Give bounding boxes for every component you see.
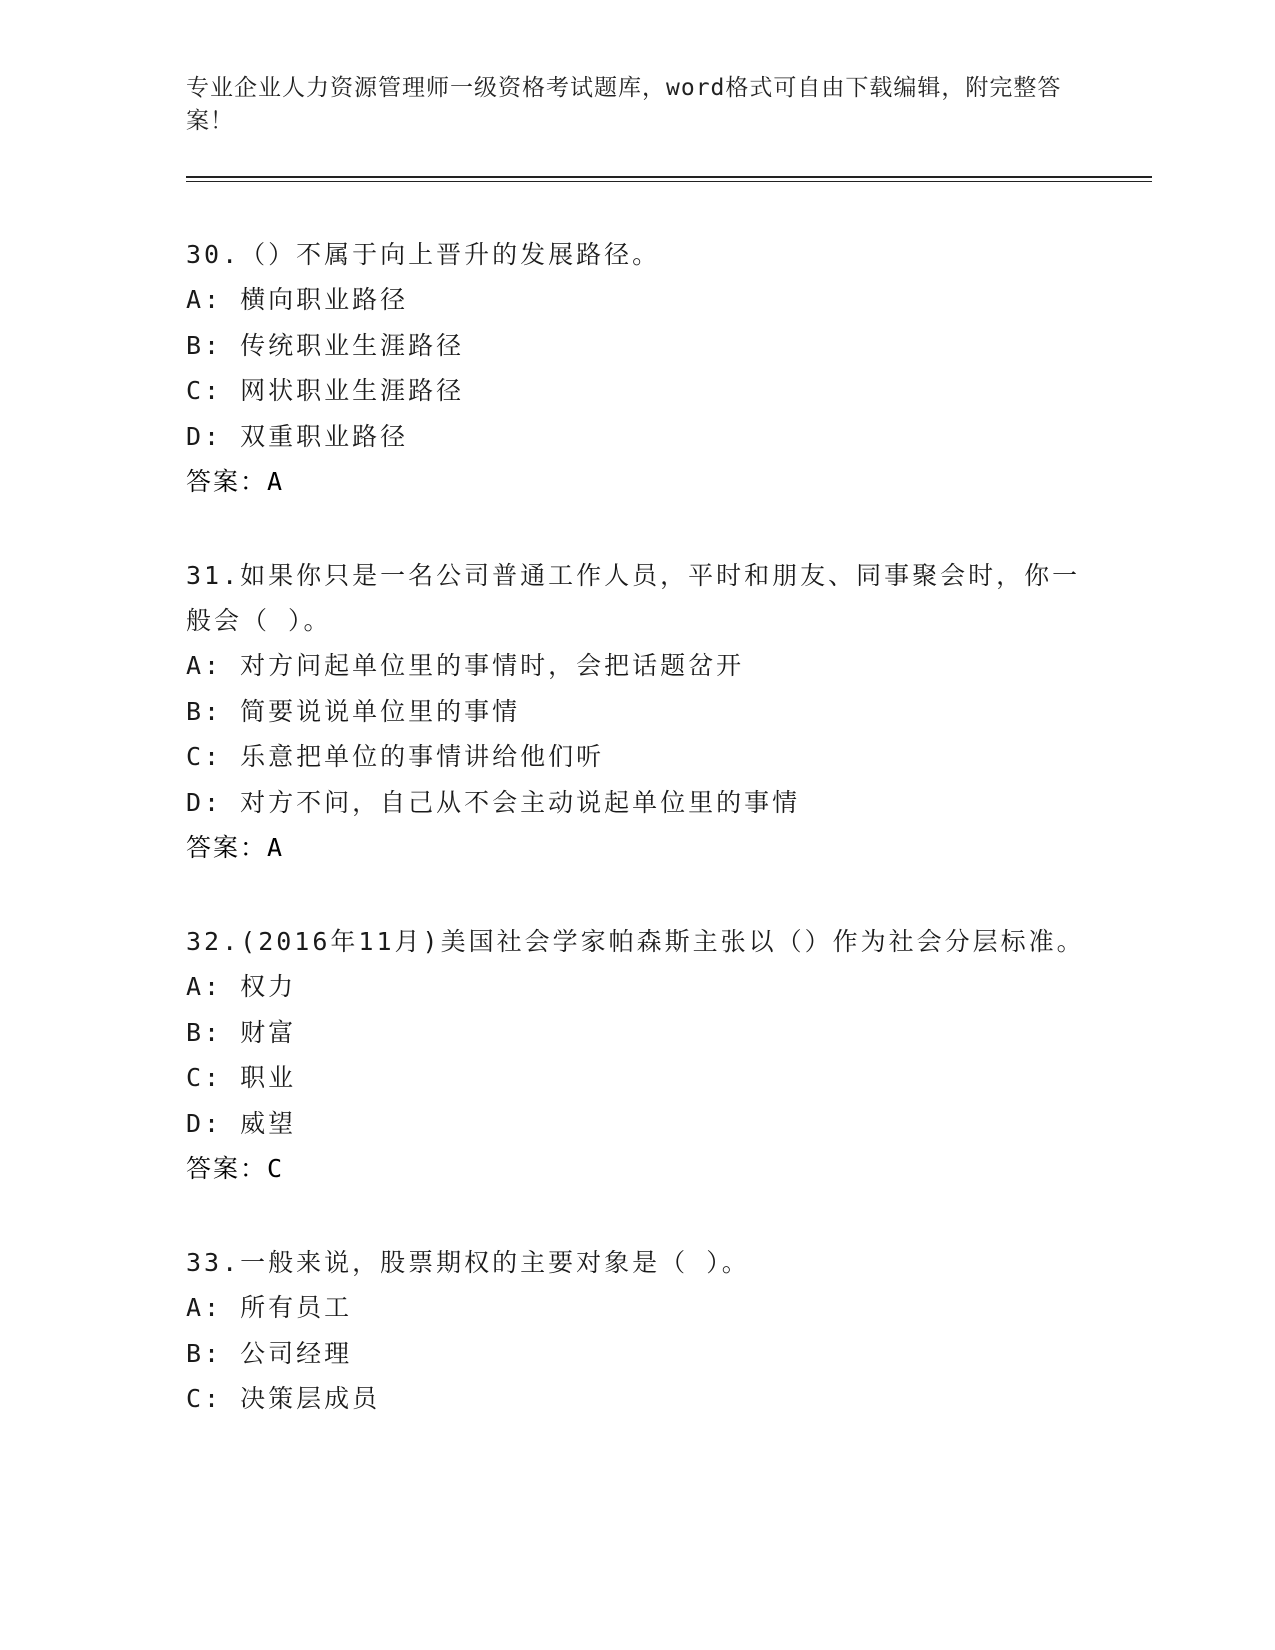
- option-c: C: 乐意把单位的事情讲给他们听: [186, 742, 605, 771]
- question-stem: 32.(2016年11月)美国社会学家帕森斯主张以（）作为社会分层标准。: [186, 927, 1085, 956]
- option-a: A: 横向职业路径: [186, 285, 409, 314]
- answer-line: [186, 1146, 1086, 1191]
- option-c: C: 网状职业生涯路径: [186, 376, 465, 405]
- document-header-text: 专业企业人力资源管理师一级资格考试题库，word格式可自由下载编辑，附完整答案！: [186, 75, 1062, 134]
- option-a: A: 所有员工: [186, 1293, 353, 1322]
- question-stem: 30.（）不属于向上晋升的发展路径。: [186, 240, 661, 269]
- answer-label: 答案：: [186, 1154, 268, 1183]
- answer-line: [186, 825, 1086, 870]
- answer-label: 答案：: [186, 833, 268, 862]
- question-31: [186, 553, 1086, 870]
- option-b: B: 简要说说单位里的事情: [186, 696, 521, 726]
- answer-line: [186, 459, 1086, 504]
- option-d: D: 双重职业路径: [186, 421, 409, 451]
- answer-value: C: [267, 1154, 285, 1183]
- header-divider-thick: [186, 176, 1152, 178]
- option-d: D: 对方不问，自己从不会主动说起单位里的事情: [186, 787, 801, 817]
- option-c: C: 职业: [186, 1063, 297, 1092]
- question-32: [186, 919, 1086, 1191]
- question-33: [186, 1240, 1086, 1422]
- answer-value: A: [267, 467, 285, 496]
- option-c: C: 决策层成员: [186, 1384, 381, 1413]
- option-b: B: 传统职业生涯路径: [186, 330, 465, 360]
- answer-value: A: [267, 833, 285, 862]
- option-a: A: 对方问起单位里的事情时，会把话题岔开: [186, 651, 745, 680]
- header-divider-thin: [186, 181, 1152, 182]
- question-list: [186, 232, 1086, 1471]
- option-b: B: 公司经理: [186, 1338, 353, 1368]
- option-d: D: 威望: [186, 1108, 297, 1138]
- question-stem: 31.如果你只是一名公司普通工作人员，平时和朋友、同事聚会时，你一般会（ ）。: [186, 561, 1081, 635]
- answer-label: 答案：: [186, 467, 268, 496]
- option-b: B: 财富: [186, 1017, 297, 1047]
- option-a: A: 权力: [186, 972, 297, 1001]
- question-stem: 33.一般来说，股票期权的主要对象是（ ）。: [186, 1248, 750, 1277]
- question-30: [186, 232, 1086, 504]
